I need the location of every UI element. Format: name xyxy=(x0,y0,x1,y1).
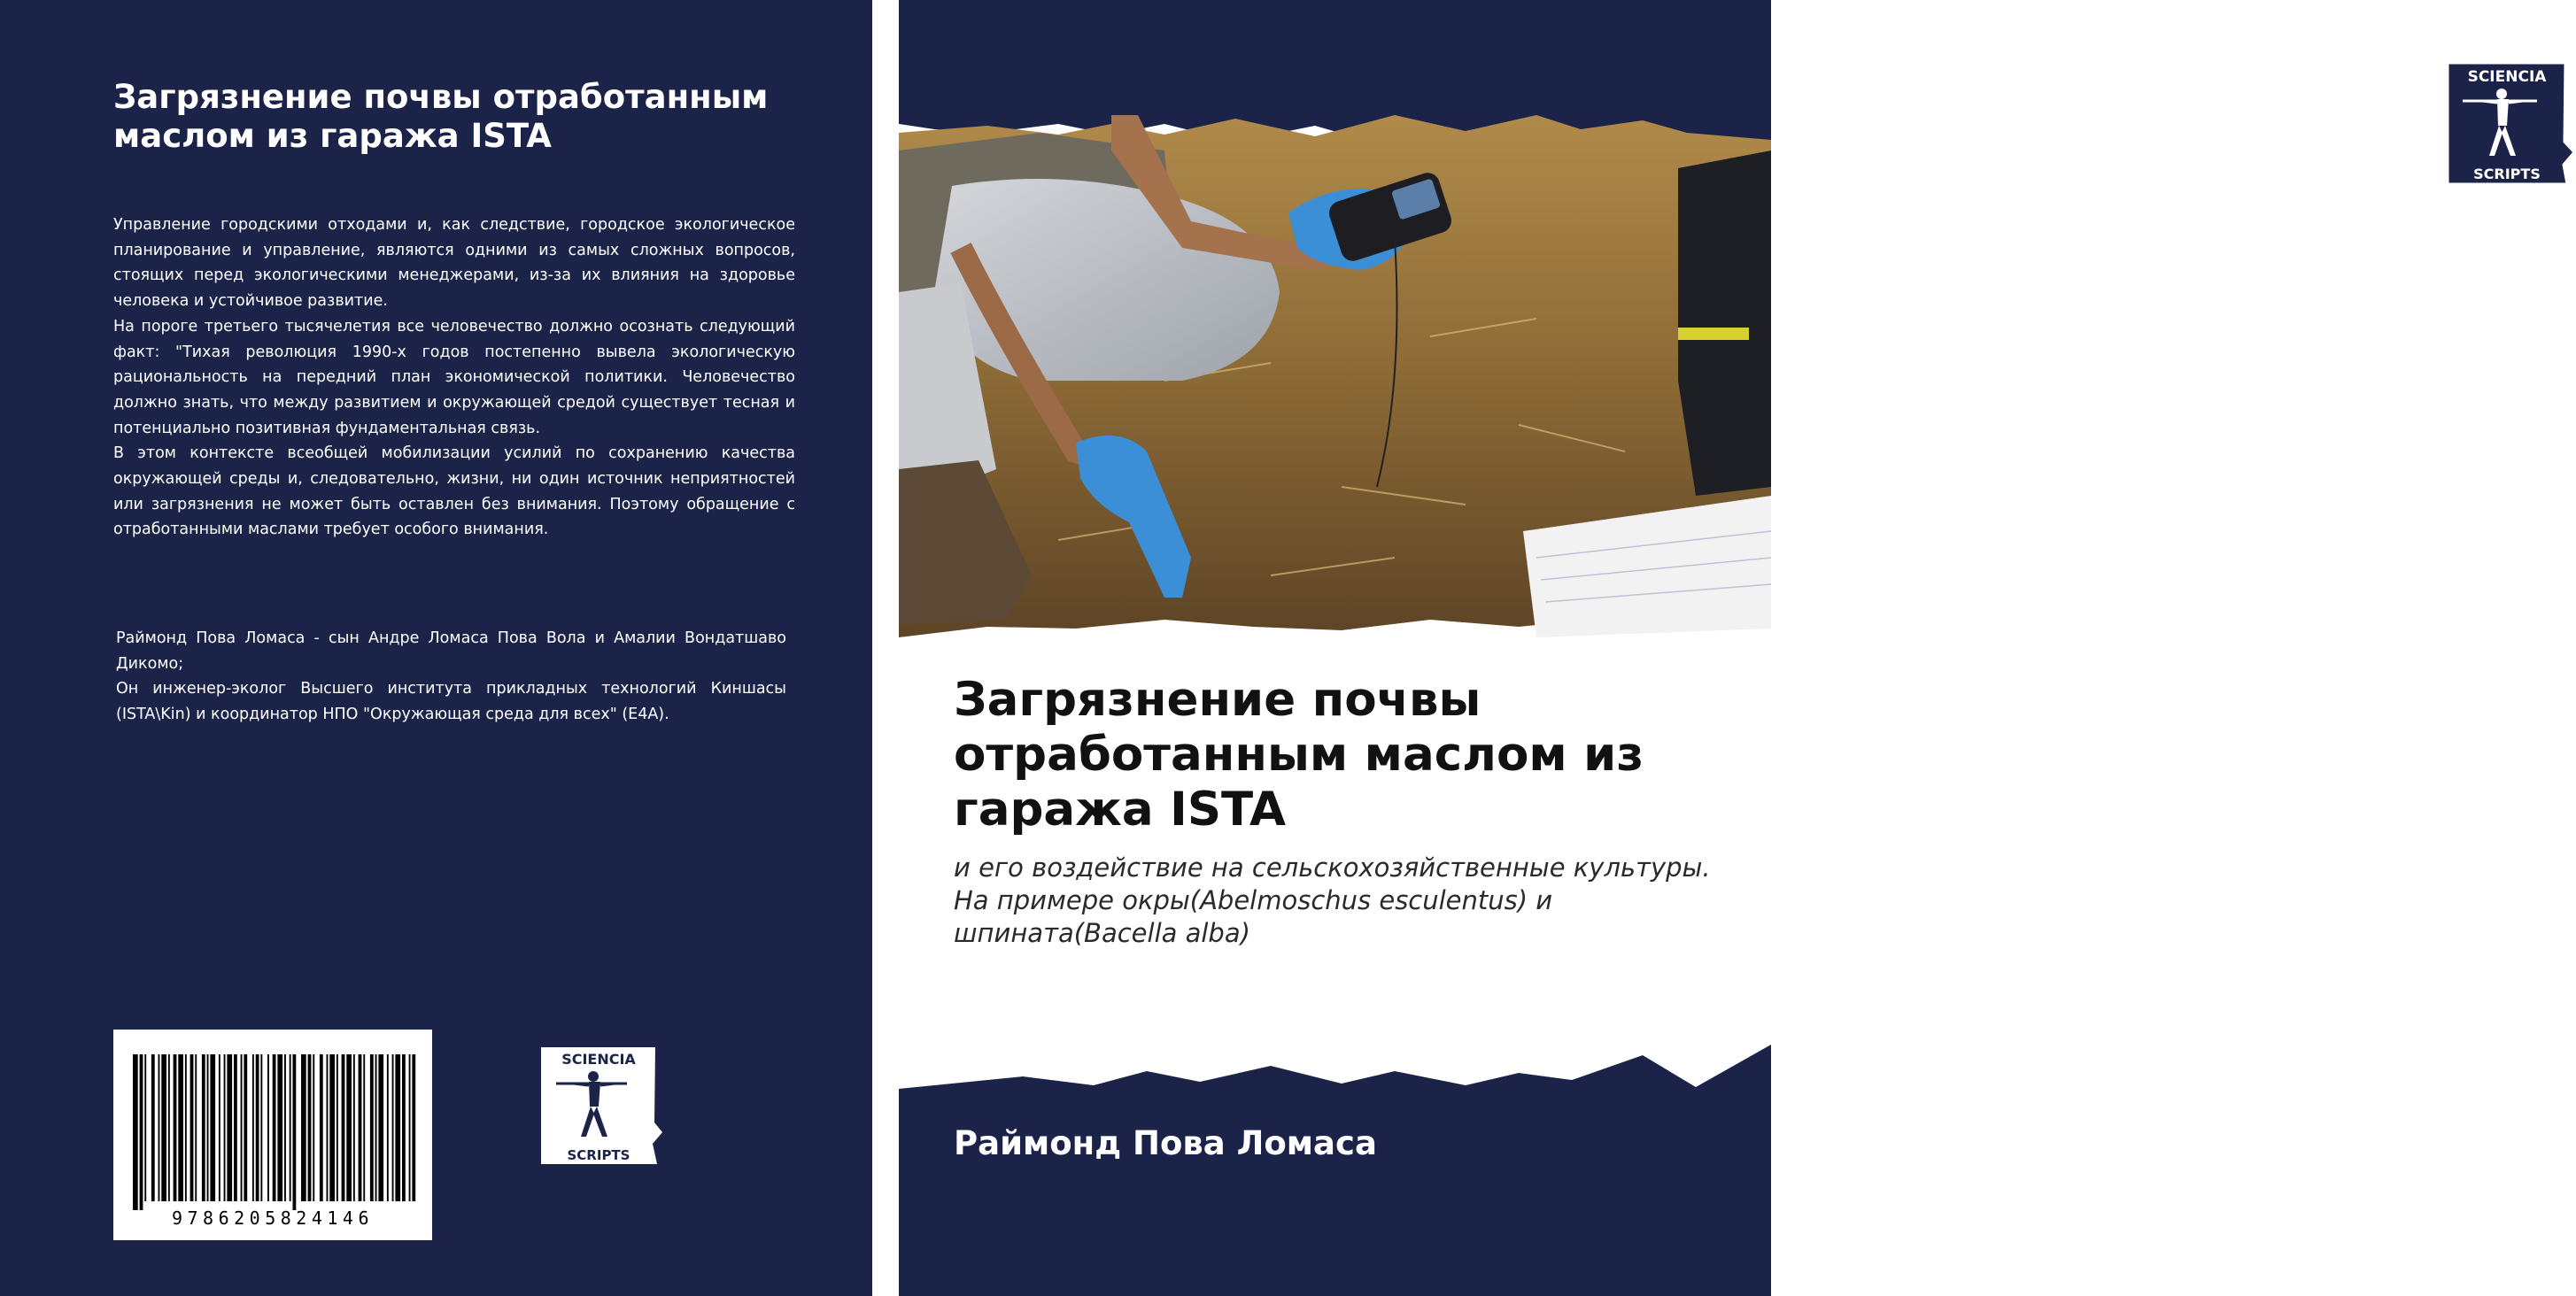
barcode-bar xyxy=(168,1054,170,1201)
barcode-bar xyxy=(359,1054,362,1201)
barcode-bar xyxy=(210,1054,215,1201)
barcode-bar xyxy=(273,1054,276,1201)
author-bio-paragraph: Он инженер-эколог Высшего института прикладных технологий Киншасы (ISTA\Kin) и координатор НПО "Окружающая среда для всех" (E4A). xyxy=(116,680,786,724)
barcode-bar xyxy=(267,1054,269,1201)
barcode-bar xyxy=(219,1054,220,1201)
barcode-bar xyxy=(190,1054,194,1201)
barcode-bar xyxy=(195,1054,197,1201)
barcode-bar xyxy=(252,1054,254,1201)
bottom-navy-band xyxy=(899,1045,1771,1296)
logo-top-text: SCIENCIA xyxy=(561,1051,636,1068)
barcode-bars xyxy=(133,1054,415,1210)
barcode-bar xyxy=(313,1054,314,1201)
barcode-bar xyxy=(185,1054,187,1201)
barcode-bar xyxy=(392,1054,394,1201)
barcode-bar xyxy=(277,1054,282,1201)
blurb-paragraph: В этом контексте всеобщей мобилизации усилий по сохранению качества окружающей среды и, следовательно, жизни, ни один источник неприятностей или загрязнения не может быть оставлен без внимания. Поэтому обращение с отработанными маслами требует особого внимания. xyxy=(113,444,795,539)
barcode-bar xyxy=(244,1054,247,1201)
back-cover-blurb xyxy=(113,212,795,543)
blurb-paragraph: Управление городскими отходами и, как следствие, городское экологическое планирование и управление, являются одними из самых сложных вопросов, стоящих перед экологическими менеджерами, из-за их влияния на здоровье человека и устойчивое развитие. xyxy=(113,216,795,311)
barcode-bar xyxy=(353,1054,355,1201)
front-cover xyxy=(899,0,2547,1296)
logo-top-text: SCIENCIA xyxy=(2467,68,2547,86)
barcode-bar xyxy=(227,1054,232,1201)
photo-illustration xyxy=(899,115,1771,655)
barcode-bar xyxy=(293,1054,297,1210)
barcode-bar xyxy=(234,1054,237,1201)
isbn-barcode xyxy=(113,1030,432,1240)
barcode-bar xyxy=(260,1054,262,1201)
sciencia-scripts-logo-icon xyxy=(538,1045,662,1167)
barcode-bar xyxy=(329,1054,335,1201)
front-cover-subtitle: и его воздействие на сельскохозяйственные культуры. На примере окры(Abelmoschus esculentus) и шпината(Bacella alba) xyxy=(954,852,1711,948)
barcode-bar xyxy=(133,1054,138,1210)
barcode-bar xyxy=(290,1054,291,1201)
barcode-bar xyxy=(337,1054,338,1201)
barcode-bar xyxy=(178,1054,183,1201)
barcode-bar xyxy=(174,1054,177,1201)
soil-sampling-photo xyxy=(899,115,1771,655)
isbn-digits: 9786205824146 xyxy=(171,1207,375,1229)
barcode-bar xyxy=(342,1054,345,1201)
barcode-bar xyxy=(409,1054,411,1201)
publisher-logo xyxy=(2445,60,2576,186)
barcode-bar xyxy=(327,1054,329,1201)
barcode-bar xyxy=(308,1054,312,1201)
barcode-bar xyxy=(284,1054,286,1201)
front-cover-title: Загрязнение почвы отработанным маслом из гаража ISTA xyxy=(954,673,1644,837)
barcode-bar xyxy=(402,1054,406,1201)
back-cover-title: Загрязнение почвы отработанным маслом из гаража ISTA xyxy=(113,78,769,155)
barcode-bar xyxy=(256,1054,259,1201)
front-cover-author: Раймонд Пова Ломаса xyxy=(954,1124,1377,1162)
logo-bottom-text: SCRIPTS xyxy=(2473,166,2541,182)
publisher-logo xyxy=(538,1045,662,1167)
author-bio xyxy=(116,626,786,728)
barcode-bar xyxy=(375,1054,377,1201)
back-cover xyxy=(0,0,872,1296)
sciencia-scripts-logo-icon xyxy=(2445,60,2576,186)
barcode-bar xyxy=(370,1054,374,1201)
barcode-bar xyxy=(387,1054,389,1201)
barcode-bar xyxy=(320,1054,323,1201)
barcode-bar xyxy=(363,1054,365,1201)
barcode-bar xyxy=(301,1054,306,1201)
barcode-bar xyxy=(224,1054,226,1201)
barcode-bar xyxy=(151,1054,155,1201)
barcode-bar xyxy=(412,1054,415,1201)
barcode-bar xyxy=(140,1054,143,1210)
author-bio-paragraph: Раймонд Пова Ломаса - сын Андре Ломаса Пова Вола и Амалии Вондатшаво Дикомо; xyxy=(116,629,786,673)
barcode-bar xyxy=(346,1054,352,1201)
barcode-bar xyxy=(202,1054,205,1201)
barcode-bar xyxy=(159,1054,160,1201)
logo-bottom-text: SCRIPTS xyxy=(567,1147,630,1163)
blurb-paragraph: На пороге третьего тысячелетия все человечество должно осознать следующий факт: "Тихая революция 1990-х годов постепенно вывела экологическую рациональность на передний план экономической политики. Человечество должно знать, что между развитием и окружающей средой существует тесная и потенциально позитивная фундаментальная связь. xyxy=(113,317,795,437)
barcode-bar xyxy=(161,1054,166,1201)
barcode-bar xyxy=(241,1054,243,1201)
spine xyxy=(872,0,899,1296)
barcode-bar xyxy=(207,1054,209,1201)
barcode-bar xyxy=(395,1054,400,1201)
barcode-bar xyxy=(378,1054,383,1201)
barcode-bar xyxy=(144,1054,146,1201)
barcode-graphic xyxy=(113,1030,432,1240)
